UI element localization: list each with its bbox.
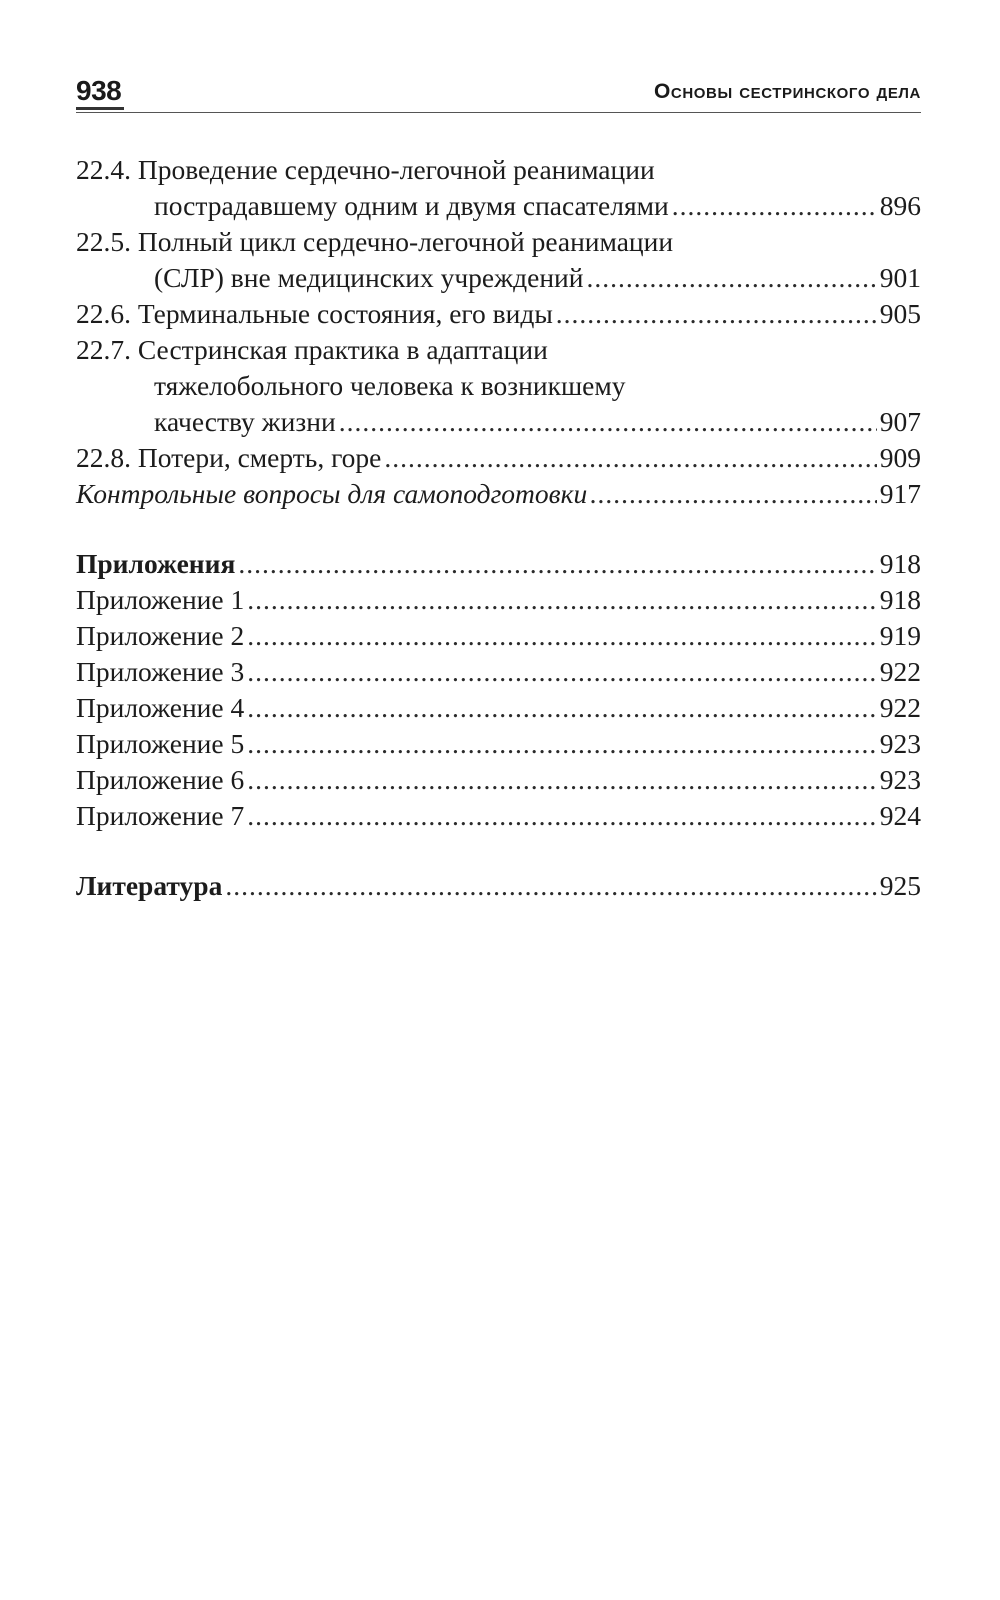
toc-page-number: 925 <box>879 870 921 901</box>
toc-entry-literature[interactable] <box>76 868 921 904</box>
dot-leader <box>339 404 877 440</box>
toc-line <box>76 368 921 404</box>
page-number: 938 <box>76 75 122 106</box>
dot-leader <box>247 582 877 618</box>
toc-entry-title: Приложение 5 <box>76 728 245 759</box>
toc-page-number: 907 <box>879 406 921 437</box>
toc-entry-title-continued: тяжелобольного человека к возникшему <box>154 370 626 401</box>
toc-entry-appendix-6[interactable] <box>76 762 921 798</box>
dot-leader <box>590 476 877 512</box>
toc-line <box>76 188 921 224</box>
header-rule <box>76 112 921 113</box>
toc-line <box>76 440 921 476</box>
toc-entry-title: 22.6. Терминальные состояния, его виды <box>76 298 553 329</box>
toc-entry-appendices[interactable] <box>76 546 921 582</box>
toc-section-title: Приложения <box>76 548 236 579</box>
toc-entry-title: Контрольные вопросы для самоподготовки <box>76 478 588 509</box>
toc-entry-title: 22.7. Сестринская практика в адаптации <box>76 334 548 365</box>
toc-page-number: 917 <box>879 478 921 509</box>
toc-line <box>76 546 921 582</box>
toc-line <box>76 476 921 512</box>
toc-page-number: 901 <box>879 262 921 293</box>
toc-line <box>76 726 921 762</box>
toc-page-number: 924 <box>879 800 921 831</box>
toc-entry-22-8[interactable] <box>76 440 921 476</box>
dot-leader <box>586 260 876 296</box>
toc-entry-22-6[interactable] <box>76 296 921 332</box>
running-title: Основы сестринского дела <box>653 80 921 103</box>
toc-page-number: 909 <box>879 442 921 473</box>
toc-line <box>76 332 921 368</box>
dot-leader <box>384 440 876 476</box>
toc-line <box>76 296 921 332</box>
toc-page-number: 922 <box>879 692 921 723</box>
toc-entry-title: 22.8. Потери, смерть, горе <box>76 442 382 473</box>
toc-line <box>76 654 921 690</box>
toc-line <box>76 582 921 618</box>
dot-leader <box>556 296 877 332</box>
dot-leader <box>238 546 876 582</box>
toc-entry-appendix-3[interactable] <box>76 654 921 690</box>
toc-page-number: 905 <box>879 298 921 329</box>
toc-line <box>76 868 921 904</box>
dot-leader <box>247 654 877 690</box>
toc-line <box>76 762 921 798</box>
dot-leader <box>247 618 877 654</box>
table-of-contents <box>76 152 921 904</box>
toc-entry-title: 22.5. Полный цикл сердечно-легочной реанимации <box>76 226 674 257</box>
dot-leader <box>247 798 877 834</box>
toc-entry-title: Приложение 6 <box>76 764 245 795</box>
toc-entry-22-7[interactable] <box>76 332 921 440</box>
toc-entry-22-5[interactable] <box>76 224 921 296</box>
toc-entry-appendix-4[interactable] <box>76 690 921 726</box>
toc-page-number: 918 <box>879 584 921 615</box>
dot-leader <box>225 868 876 904</box>
page-number-underline <box>76 107 124 110</box>
dot-leader <box>247 762 877 798</box>
toc-entry-title-continued: качеству жизни <box>154 406 336 437</box>
dot-leader <box>672 188 877 224</box>
toc-entry-title: Приложение 7 <box>76 800 245 831</box>
dot-leader <box>247 726 877 762</box>
toc-entry-title: 22.4. Проведение сердечно-легочной реанимации <box>76 154 655 185</box>
toc-entry-appendix-7[interactable] <box>76 798 921 834</box>
toc-line <box>76 690 921 726</box>
toc-entry-appendix-5[interactable] <box>76 726 921 762</box>
toc-entry-title-continued: пострадавшему одним и двумя спасателями <box>154 190 669 221</box>
toc-page-number: 923 <box>879 728 921 759</box>
toc-page-number: 919 <box>879 620 921 651</box>
toc-entry-appendix-1[interactable] <box>76 582 921 618</box>
toc-page-number: 922 <box>879 656 921 687</box>
toc-line <box>76 260 921 296</box>
toc-page-number: 923 <box>879 764 921 795</box>
toc-line <box>76 618 921 654</box>
toc-line <box>76 224 921 260</box>
toc-entry-title: Приложение 4 <box>76 692 245 723</box>
page-header <box>76 64 921 118</box>
toc-entry-title-continued: (СЛР) вне медицинских учреждений <box>154 262 584 293</box>
toc-line <box>76 404 921 440</box>
toc-line <box>76 798 921 834</box>
toc-entry-appendix-2[interactable] <box>76 618 921 654</box>
toc-entry-22-4[interactable] <box>76 152 921 224</box>
dot-leader <box>247 690 877 726</box>
toc-line <box>76 152 921 188</box>
toc-page-number: 918 <box>879 548 921 579</box>
toc-page-number: 896 <box>879 190 921 221</box>
toc-entry-title: Приложение 2 <box>76 620 245 651</box>
toc-entry-control-questions[interactable] <box>76 476 921 512</box>
section-spacer <box>76 834 921 868</box>
section-spacer <box>76 512 921 546</box>
toc-entry-title: Приложение 1 <box>76 584 245 615</box>
toc-section-title: Литература <box>76 870 223 901</box>
toc-entry-title: Приложение 3 <box>76 656 245 687</box>
